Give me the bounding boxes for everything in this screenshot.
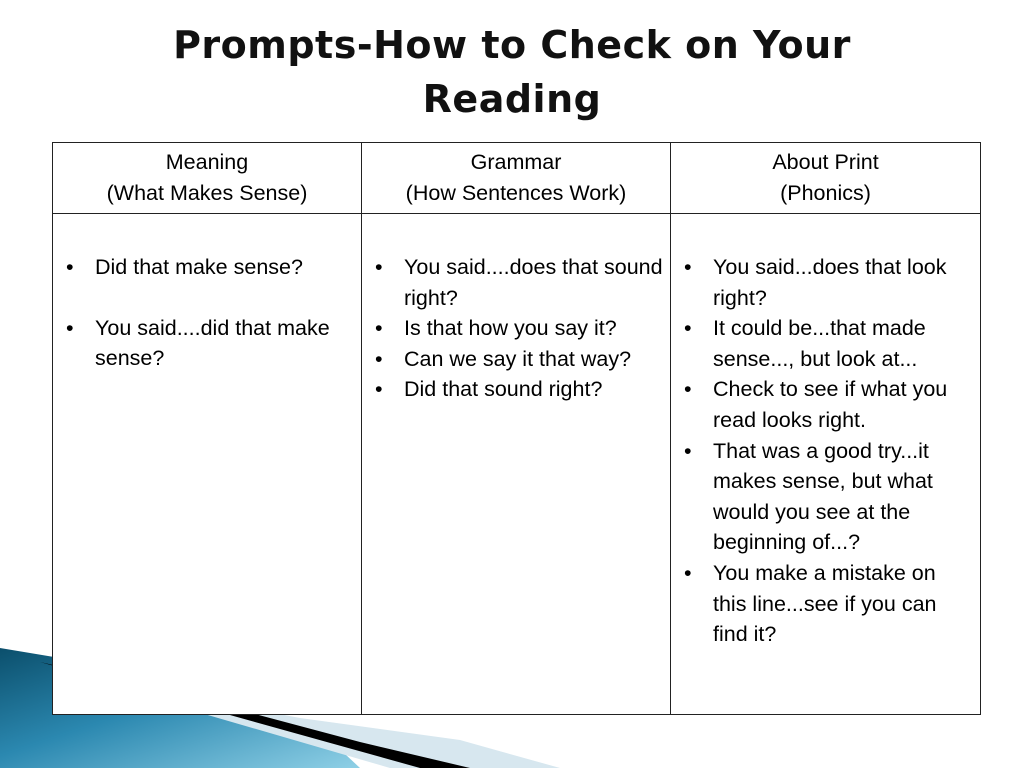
header-grammar	[362, 143, 671, 214]
table-header-row	[53, 143, 981, 214]
title-line-2: Reading	[422, 77, 602, 121]
header-about-print-subtitle: (Phonics)	[780, 181, 871, 205]
cell-about-print-prompts	[671, 214, 981, 715]
list-item: • You make a mistake on this line...see if you can find it?	[671, 558, 974, 650]
list-item: • It could be...that made sense..., but look at...	[671, 313, 974, 374]
list-item: • Is that how you say it?	[362, 313, 664, 344]
prompts-table	[52, 142, 981, 715]
header-about-print-title: About Print	[772, 150, 879, 175]
header-meaning-title: Meaning	[165, 150, 249, 175]
list-item: • Can we say it that way?	[362, 344, 664, 375]
list-item: • You said...does that look right?	[671, 252, 974, 313]
meaning-prompt-list	[53, 252, 361, 374]
cell-grammar-prompts	[362, 214, 671, 715]
table-body-row	[53, 214, 981, 715]
cell-meaning-prompts	[53, 214, 362, 715]
list-item: • Check to see if what you read looks right.	[671, 374, 974, 435]
header-meaning-subtitle: (What Makes Sense)	[106, 181, 308, 205]
title-line-1: Prompts-How to Check on Your	[173, 23, 851, 67]
header-meaning	[53, 143, 362, 214]
page-title	[0, 18, 1024, 126]
header-about-print	[671, 143, 981, 214]
header-grammar-subtitle: (How Sentences Work)	[405, 181, 627, 205]
list-item: • That was a good try...it makes sense, but what would you see at the beginning of...?	[671, 436, 974, 558]
grammar-prompt-list	[362, 252, 670, 405]
list-item: • You said....does that sound right?	[362, 252, 664, 313]
about-print-prompt-list	[671, 252, 980, 650]
header-grammar-title: Grammar	[470, 150, 562, 175]
list-item: • Did that make sense?	[53, 252, 355, 283]
list-item: • You said....did that make sense?	[53, 313, 355, 374]
list-item: • Did that sound right?	[362, 374, 664, 405]
